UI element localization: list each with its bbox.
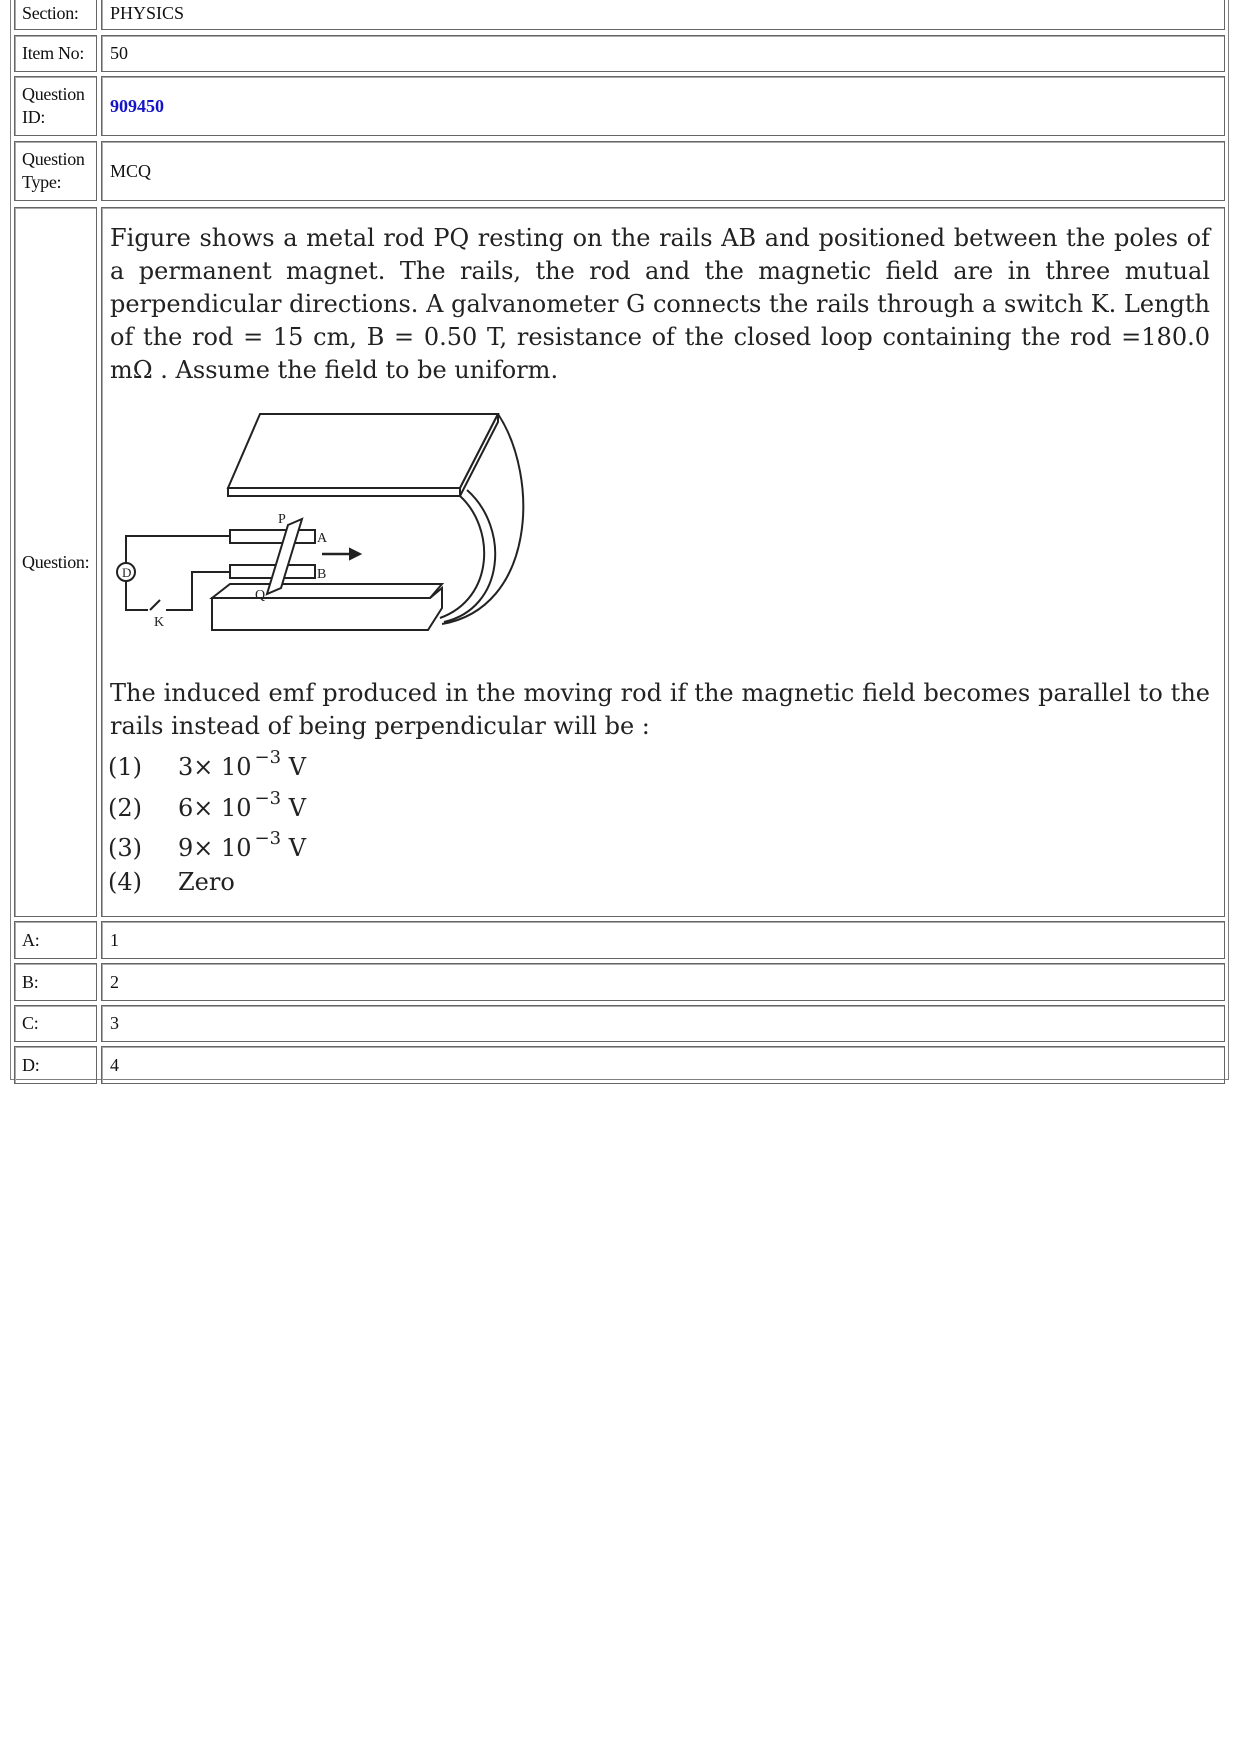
rail-label-b: B <box>317 567 327 582</box>
answer-value-b: 2 <box>101 963 1225 1001</box>
option-exponent: −3 <box>254 788 282 809</box>
option-1 <box>108 747 306 781</box>
question-id-label: Question ID: <box>14 76 97 136</box>
answer-value-a: 1 <box>101 921 1225 959</box>
answer-row <box>14 921 1225 959</box>
question-text: Figure shows a metal rod PQ resting on the rails AB and positioned between the poles of a permanent magnet. The rails, the rod and the magnetic field are in three mutual perpendicular directions. A galvanometer G connects the rails through a switch K. Length of the rod = 15 cm, B = 0.50 T, resistance of the closed loop containing the rod =180.0 mΩ . Assume the field to be uniform. <box>110 224 1210 384</box>
item-value: 50 <box>101 35 1225 72</box>
question-text-2: The induced emf produced in the moving rod if the magnetic field becomes parallel to the rails instead of being perpendicular will be : <box>110 679 1210 740</box>
option-value: 6× 10 <box>178 794 252 822</box>
question-id-value[interactable]: 909450 <box>101 76 1225 136</box>
option-exponent: −3 <box>254 747 282 768</box>
section-row <box>14 0 1225 30</box>
question-id-row <box>14 76 1225 136</box>
option-unit: V <box>281 834 307 862</box>
option-unit: V <box>281 753 307 781</box>
answer-value-d: 4 <box>101 1046 1225 1084</box>
answer-row <box>14 1046 1225 1084</box>
option-value: 9× 10 <box>178 834 252 862</box>
answer-value-c: 3 <box>101 1005 1225 1042</box>
option-value: Zero <box>178 868 235 896</box>
option-number: (3) <box>108 834 142 862</box>
question-type-row <box>14 141 1225 201</box>
answer-label-a: A: <box>14 921 97 959</box>
option-exponent: −3 <box>254 828 282 849</box>
option-unit: V <box>281 794 307 822</box>
option-number: (4) <box>108 868 142 896</box>
answer-label-c: C: <box>14 1005 97 1042</box>
answer-row <box>14 963 1225 1001</box>
question-type-value: MCQ <box>101 141 1225 201</box>
switch-label-k: K <box>154 615 165 630</box>
question-label: Question: <box>14 207 97 917</box>
option-value: 3× 10 <box>178 753 252 781</box>
option-3 <box>108 828 306 862</box>
section-label: Section: <box>14 0 97 30</box>
answer-label-d: D: <box>14 1046 97 1084</box>
galvanometer-label: D <box>122 565 132 580</box>
rail-label-a: A <box>317 531 328 546</box>
answer-row <box>14 1005 1225 1042</box>
item-row <box>14 35 1225 72</box>
question-type-label: Question Type: <box>14 141 97 201</box>
option-4 <box>108 868 235 896</box>
item-label: Item No: <box>14 35 97 72</box>
rod-end-q: Q <box>255 588 266 603</box>
answer-label-b: B: <box>14 963 97 1001</box>
section-value: PHYSICS <box>101 0 1225 30</box>
rod-end-p: P <box>278 512 286 527</box>
option-number: (2) <box>108 794 142 822</box>
option-2 <box>108 788 306 822</box>
magnet-rod-figure <box>110 408 540 668</box>
option-number: (1) <box>108 753 142 781</box>
